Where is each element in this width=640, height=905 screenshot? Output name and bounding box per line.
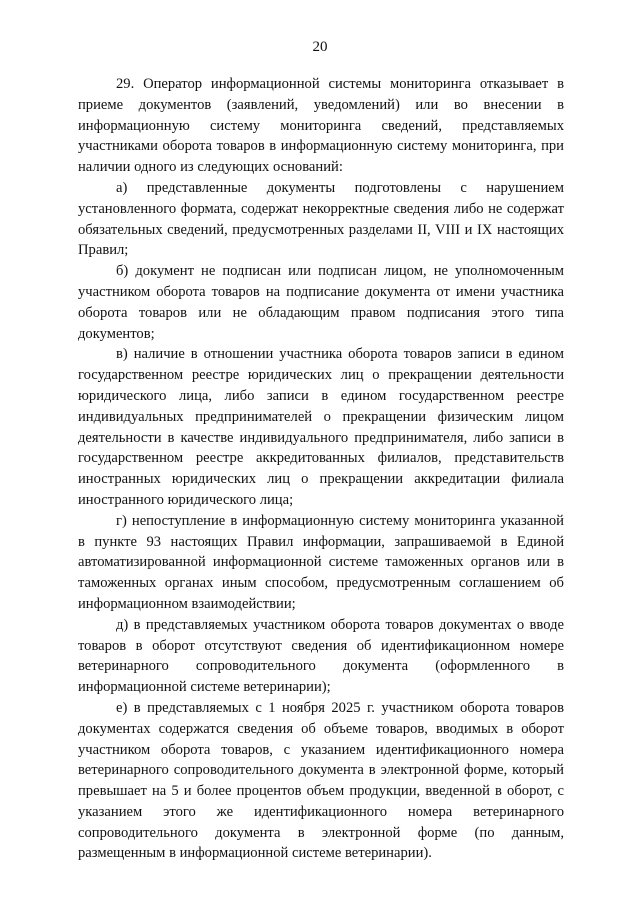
page-number: 20 [312,39,328,55]
paragraph-item-a: а) представленные документы подготовлены с нарушением установленного формата, содержат некорректные сведения либо не содержат обязательных сведений, предусмотренных разделами II, VIII и IX настоящих Правил; [78,179,564,259]
paragraph-item-g: г) непоступление в информационную систему мониторинга указанной в пункте 93 настоящих Правил информации, запрашиваемой в Единой автоматизированной информационной системе таможенных органов или в таможенных органах иным способом, предусмотренным соглашением об информационном взаимодействии; [78,512,564,612]
paragraph-item-v: в) наличие в отношении участника оборота товаров записи в едином государственном реестре юридических лиц о прекращении деятельности юридического лица, либо записи в едином государственном реестре индивидуальных предпринимателей о прекращении физическим лицом деятельности в качестве индивидуального предпринимателя, либо записи в государственном реестре аккредитованных филиалов, представительств иностранных юридических лиц о прекращении аккредитации филиала иностранного юридического лица; [78,346,564,508]
paragraph-29-intro: 29. Оператор информационной системы мониторинга отказывает в приеме документов (заявлений, уведомлений) или во внесении в информационную систему мониторинга сведений, представляемых участниками оборота товаров в информационную систему мониторинга, при наличии одного из следующих оснований: [78,76,564,176]
paragraph-item-e: е) в представляемых с 1 ноября 2025 г. участником оборота товаров документах содержатся сведения об объеме товаров, вводимых в оборот участником оборота товаров, с указанием идентификационного номера ветеринарного сопроводительного документа в электронной форме, который превышает на 5 и более процентов объем продукции, введенной в оборот, с указанием этого же идентификационного номера ветеринарного сопроводительного документа в электронной форме (по данным, размещенным в информационной системе ветеринарии). [78,699,564,862]
document-body [78,74,564,864]
paragraph-item-d: д) в представляемых участником оборота товаров документах о вводе товаров в оборот отсутствуют сведения об идентификационном номере ветеринарного сопроводительного документа (оформленного в информационной системе ветеринарии); [78,616,564,696]
paragraph-item-b: б) документ не подписан или подписан лицом, не уполномоченным участником оборота товаров на подписание документа от имени участника оборота товаров или не обладающим правом подписания этого типа документов; [78,263,564,342]
